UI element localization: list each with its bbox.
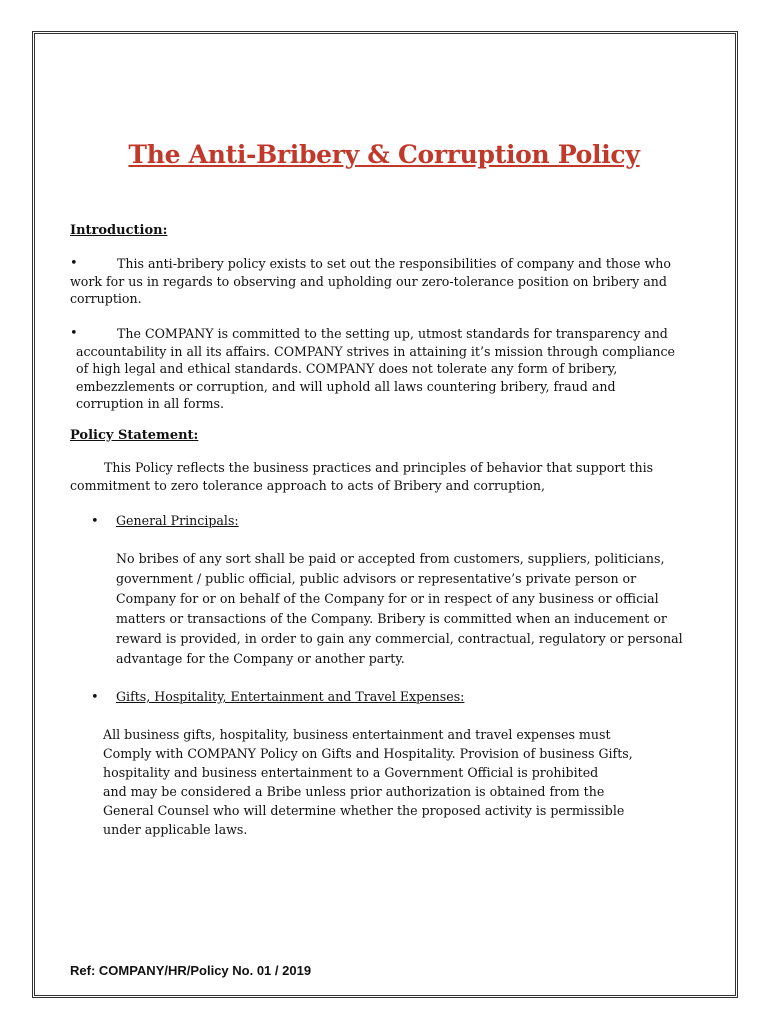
text-line: work for us in regards to observing and upholding our zero-tolerance position on bribery and <box>70 273 667 289</box>
general-principals-heading: General Principals: <box>116 513 239 528</box>
text-line: advantage for the Company or another party. <box>116 651 405 666</box>
bullet-icon: • <box>70 326 78 341</box>
document-reference-footer: Ref: COMPANY/HR/Policy No. 01 / 2019 <box>70 963 312 978</box>
bullet-icon: • <box>91 690 99 705</box>
text-line: This Policy reflects the business practices and principles of behavior that support this <box>104 460 654 475</box>
policy-statement-paragraph <box>70 459 710 494</box>
bullet-icon: • <box>91 514 99 529</box>
gifts-heading: Gifts, Hospitality, Entertainment and Travel Expenses: <box>116 689 465 704</box>
text-line: and may be considered a Bribe unless prior authorization is obtained from the <box>103 784 605 799</box>
bullet-icon: • <box>70 256 78 271</box>
text-line: All business gifts, hospitality, business entertainment and travel expenses must <box>103 727 611 742</box>
text-line: commitment to zero tolerance approach to acts of Bribery and corruption, <box>70 477 545 493</box>
text-line: accountability in all its affairs. COMPANY strives in attaining it’s mission through compliance <box>76 343 675 359</box>
text-line: reward is provided, in order to gain any commercial, contractual, regulatory or personal <box>116 631 683 646</box>
text-line: embezzlements or corruption, and will uphold all laws countering bribery, fraud and <box>76 378 616 394</box>
text-line: under applicable laws. <box>103 822 248 837</box>
text-line: corruption. <box>70 291 142 306</box>
text-line: Comply with COMPANY Policy on Gifts and Hospitality. Provision of business Gifts, <box>103 746 633 761</box>
text-line: corruption in all forms. <box>76 396 225 411</box>
text-line: General Counsel who will determine whether the proposed activity is permissible <box>103 803 625 818</box>
gifts-paragraph <box>103 725 713 839</box>
text-line: No bribes of any sort shall be paid or accepted from customers, suppliers, politicians, <box>116 551 665 566</box>
text-line: hospitality and business entertainment to a Government Official is prohibited <box>103 765 599 780</box>
policy-statement-heading: Policy Statement: <box>70 428 199 443</box>
text-line: This anti-bribery policy exists to set out the responsibilities of company and those who <box>117 256 671 271</box>
introduction-heading: Introduction: <box>70 223 168 238</box>
text-line: of high legal and ethical standards. COMPANY does not tolerate any form of bribery, <box>76 361 618 376</box>
text-line: matters or transactions of the Company. Bribery is committed when an inducement or <box>116 611 667 626</box>
introduction-bullet-2 <box>76 325 716 413</box>
text-line: government / public official, public advisors or representative’s private person or <box>116 571 637 586</box>
text-line: The COMPANY is committed to the setting up, utmost standards for transparency and <box>117 326 668 341</box>
general-principals-paragraph <box>116 549 716 669</box>
introduction-bullet-1 <box>70 255 710 308</box>
document-title: The Anti-Bribery & Corruption Policy <box>128 140 640 169</box>
text-line: Company for or on behalf of the Company for or in respect of any business or official <box>116 591 659 606</box>
